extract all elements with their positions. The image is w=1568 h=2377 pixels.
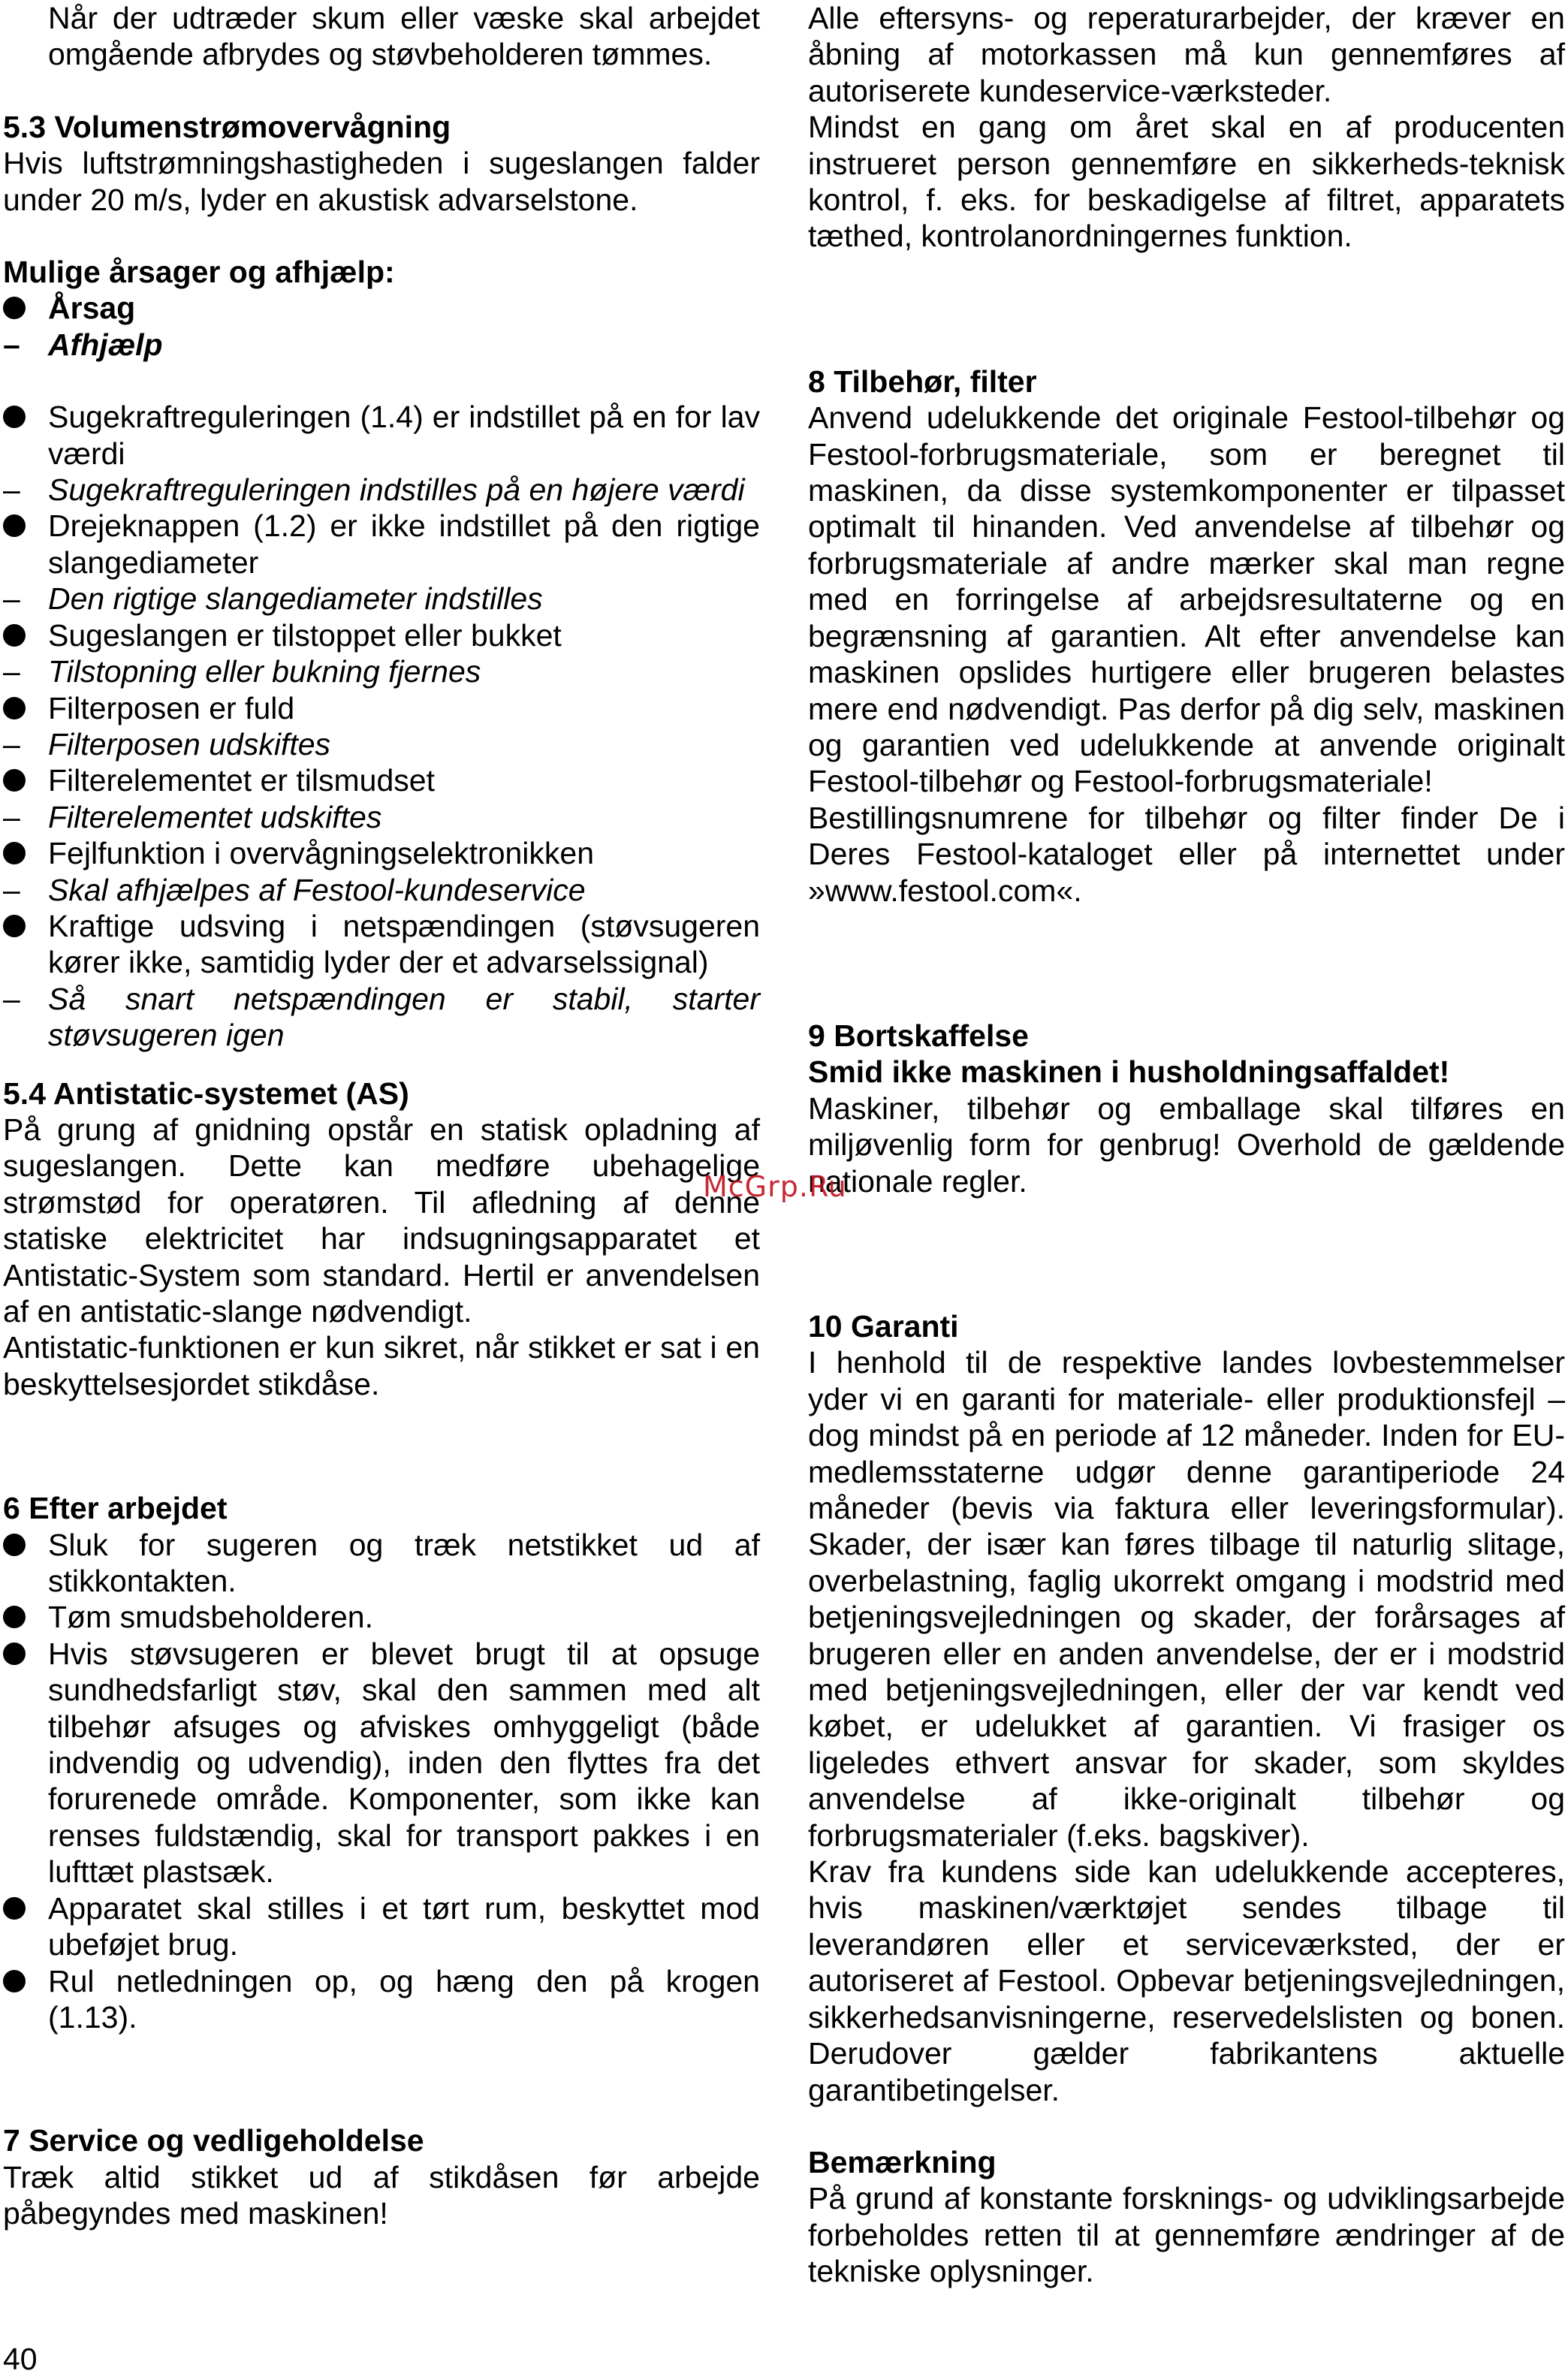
legend-remedy: – Afhjælp (3, 327, 163, 362)
remedy-item: – Skal afhjælpes af Festool-kundeservice (3, 872, 586, 907)
section-7-body: Træk altid stikket ud af stikdåsen før arbejde påbegyndes med maskinen! (3, 2159, 760, 2231)
cause-item: Sugeslangen er tilstoppet eller bukket (3, 617, 760, 653)
section-9 (808, 1018, 1565, 1199)
section-7-heading: 7 Service og vedligeholdelse (3, 2123, 424, 2158)
cause-item: Filterelementet er tilsmudset (3, 762, 760, 798)
dash-icon: – (3, 799, 20, 834)
bullet-icon (3, 297, 26, 319)
section-8-p1: Anvend udelukkende det originale Festool-tilbehør og Festool-forbrugsmateriale, som er beregnet til maskinen, da disse systemkomponenter er tilpasset optimalt til hinanden. Ved anvendelse af tilbehør og forbrugsmateriale af andre mærker skal man regne med en forringelse af arbejdsresultaterne og en begrænsning af garantien. Alt efter anvendelse kan maskinen opslides hurtigere eller brugeren belastes mere end nødvendigt. Pas derfor på dig selv, maskinen og garantien ved udelukkende at anvende originalt Festool-tilbehør og Festool-forbrugsmateriale! (808, 400, 1565, 799)
dash-icon: – (3, 872, 20, 907)
dash-icon: – (3, 581, 20, 617)
remedy-item: – Filterposen udskiftes (3, 726, 331, 762)
section-5-4-p1: På grung af gnidning opstår en statisk opladning af sugeslangen. Dette kan medføre ubehagelige strømstød for operatøren. Til afledning af denne statiske elektricitet har indsugningsapparatet et Antistatic-System som standard. Hertil er anvendelsen af en antistatic-slange nødvendigt. (3, 1112, 760, 1329)
section-5-4 (3, 1075, 760, 1403)
dash-icon: – (3, 981, 20, 1016)
service-intro-2: Mindst en gang om året skal en af producenten instrueret person gennemføre en sikkerheds-teknisk kontrol, f. eks. for beskadigelse af filtret, apparatets tæthed, kontrolanordningernes funktion. (808, 110, 1565, 254)
bullet-icon (3, 1534, 26, 1556)
legend-cause: Årsag (3, 290, 760, 326)
dash-icon: – (3, 327, 20, 362)
section-5-4-p2: Antistatic-funktionen er kun sikret, når stikket er sat i en beskyttelsesjordet stikdåse. (3, 1330, 760, 1401)
section-10-p2: Krav fra kundens side kan udelukkende accepteres, hvis maskinen/værktøjet sendes tilbage til leverandøren eller et serviceværksted, der er autoriseret af Festool. Opbevar betjeningsvejledningen, sikkerhedsanvisningerne, reservedelslisten og bonen. Derudover gælder fabrikantens aktuelle garantibetingelser. (808, 1854, 1565, 2107)
note-heading: Bemærkning (808, 2144, 997, 2179)
right-column (808, 0, 1565, 2290)
section-9-warning: Smid ikke maskinen i husholdningsaffaldet! (808, 1054, 1450, 1090)
after-work-item: Hvis støvsugeren er blevet brugt til at opsuge sundhedsfarligt støv, skal den sammen med alt tilbehør afsuges og afviskes omhyggeligt (både indvendig og udvendig), inden den flyttes fra det forurenede område. Komponenter, som ikke kan renses fuldstændig, skal for transport pakkes i en lufttæt plastsæk. (3, 1636, 760, 1890)
dash-icon: – (3, 726, 20, 762)
left-column (3, 0, 760, 2232)
bullet-icon (3, 624, 26, 647)
bullet-icon (3, 915, 26, 937)
note-body: På grund af konstante forsknings- og udviklingsarbejde forbeholdes retten til at gennemføre ændringer af de tekniske oplysninger. (808, 2181, 1565, 2289)
bullet-icon (3, 1642, 26, 1665)
section-6-heading: 6 Efter arbejdet (3, 1491, 228, 1526)
section-10 (808, 1308, 1565, 2108)
cause-item: Kraftige udsving i netspændingen (støvsugeren kører ikke, samtidig lyder der et advarselssignal) (3, 908, 760, 981)
dash-icon: – (3, 472, 20, 508)
section-5-3-heading: 5.3 Volumenstrømovervågning (3, 109, 451, 144)
remedy-item: – Så snart netspændingen er stabil, starter støvsugeren igen (3, 981, 760, 1053)
remedy-item: – Den rigtige slangediameter indstilles (3, 581, 543, 617)
watermark: McGrp.Ru (703, 1170, 847, 1203)
section-5-4-heading: 5.4 Antistatic-systemet (AS) (3, 1075, 409, 1111)
bullet-icon (3, 1970, 26, 1992)
section-6 (3, 1490, 760, 2035)
remedy-item: – Tilstopning eller bukning fjernes (3, 654, 481, 689)
section-10-heading: 10 Garanti (808, 1308, 959, 1344)
after-work-item: Rul netledningen op, og hæng den på krogen (1.13). (3, 1963, 760, 2036)
after-work-item: Tøm smudsbeholderen. (3, 1599, 760, 1635)
bullet-icon (3, 514, 26, 537)
bullet-icon (3, 1897, 26, 1920)
bullet-icon (3, 1606, 26, 1628)
cause-item: Fejlfunktion i overvågningselektronikken (3, 835, 760, 871)
cause-item: Filterposen er fuld (3, 690, 760, 726)
causes-heading: Mulige årsager og afhjælp: (3, 255, 395, 290)
after-work-item: Apparatet skal stilles i et tørt rum, beskyttet mod ubeføjet brug. (3, 1890, 760, 1963)
cause-item: Sugekraftreguleringen (1.4) er indstillet på en for lav værdi (3, 399, 760, 472)
section-9-body: Maskiner, tilbehør og emballage skal tilføres en miljøvenlig form for genbrug! Overhold de gældende nationale regler. (808, 1090, 1565, 1199)
dash-icon: – (3, 654, 20, 689)
cause-item: Drejeknappen (1.2) er ikke indstillet på den rigtige slangediameter (3, 508, 760, 581)
service-intro-1: Alle eftersyns- og reperaturarbejder, der kræver en åbning af motorkassen må kun gennemføres af autoriserete kundeservice-værksteder. (808, 1, 1565, 108)
section-8 (808, 363, 1565, 909)
bullet-icon (3, 769, 26, 792)
section-10-p1: I henhold til de respektive landes lovbestemmelser yder vi en garanti for materiale- eller produktionsfejl – dog mindst på en periode af 12 måneder. Inden for EU-medlemsstaterne udgør denne garantiperiode 24 måneder (bevis via faktura eller leveringsformular). Skader, der især kan føres tilbage til naturlig slitage, overbelastning, faglig ukorrekt omgang i modstrid med betjeningsvejledningen og skader, der forårsages af brugeren eller en anden anvendelse, der er i modstrid med betjeningsvejledningen, eller der var kendt ved købet, er udelukket af garantien. Vi frasiger os ligeledes ethvert ansvar for skader, som skyldes anvendelse af ikke-originalt tilbehør og forbrugsmaterialer (f.eks. bagskiver). (808, 1345, 1565, 1853)
foam-warning-text: Når der udtræder skum eller væske skal arbejdet omgående afbrydes og støvbeholderen tømmes. (48, 1, 760, 72)
causes-legend (3, 290, 760, 363)
bullet-icon (3, 406, 26, 428)
causes-list (3, 399, 760, 1053)
remedy-item: – Filterelementet udskiftes (3, 799, 382, 834)
note-section (808, 2144, 1565, 2290)
after-work-item: Sluk for sugeren og træk netstikket ud af stikkontakten. (3, 1527, 760, 1600)
foam-warning (3, 0, 760, 73)
section-8-p2: Bestillingsnumrene for tilbehør og filter finder De i Deres Festool-kataloget eller på internettet under »www.festool.com«. (808, 800, 1565, 908)
bullet-icon (3, 842, 26, 864)
causes-section (3, 254, 760, 1054)
page-number: 40 (3, 2342, 38, 2376)
bullet-icon (3, 697, 26, 719)
remedy-item: – Sugekraftreguleringen indstilles på en højere værdi (3, 472, 745, 508)
section-7 (3, 2122, 760, 2231)
section-8-heading: 8 Tilbehør, filter (808, 363, 1037, 399)
section-5-3 (3, 109, 760, 218)
section-5-3-body: Hvis luftstrømningshastigheden i sugeslangen falder under 20 m/s, lyder en akustisk advarselstone. (3, 146, 760, 217)
section-9-heading: 9 Bortskaffelse (808, 1018, 1029, 1053)
